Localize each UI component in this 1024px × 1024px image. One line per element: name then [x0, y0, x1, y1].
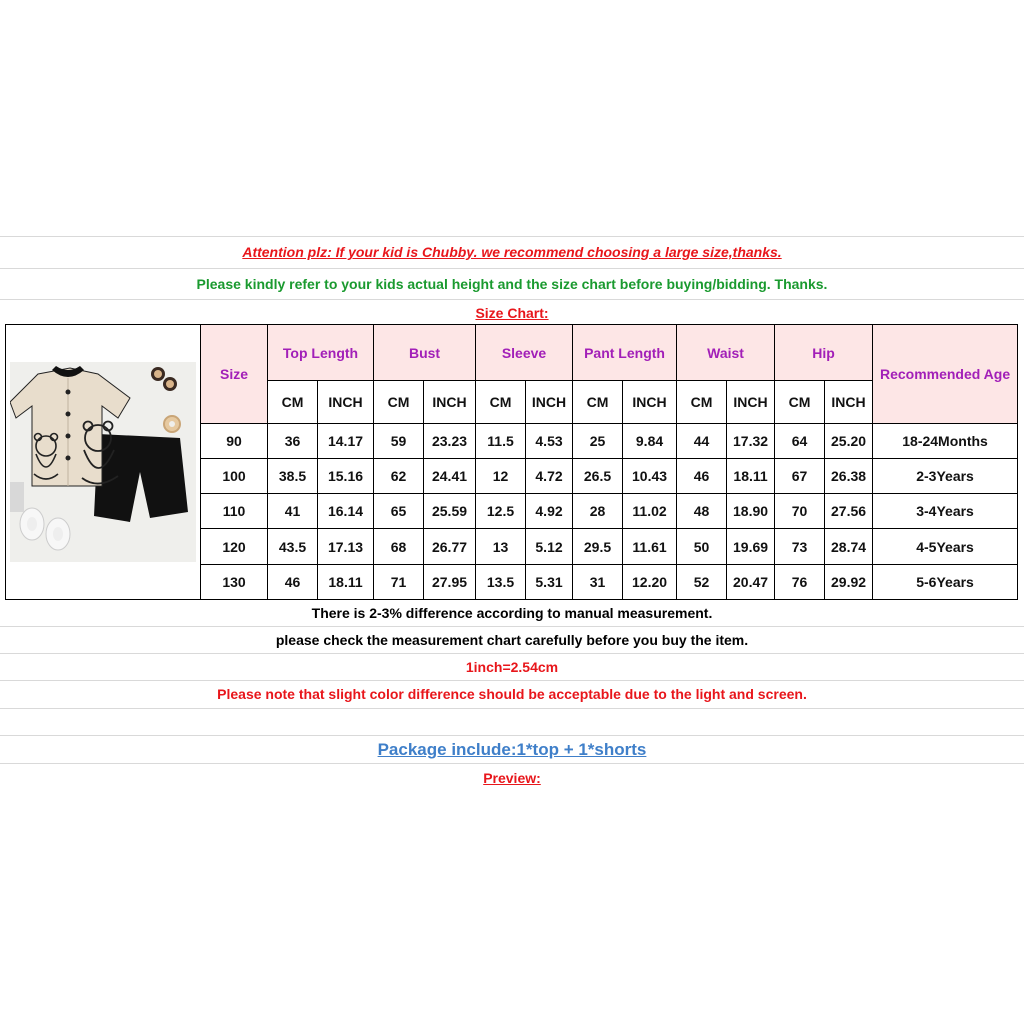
- product-illustration: [10, 362, 196, 562]
- package-include-note: Package include:1*top + 1*shorts: [377, 740, 647, 759]
- table-cell: 9.84: [623, 423, 677, 458]
- divider: [0, 653, 1024, 654]
- table-cell: 67: [775, 458, 825, 493]
- divider: [0, 763, 1024, 764]
- table-cell: 46: [268, 564, 318, 599]
- inch-conversion-note: 1inch=2.54cm: [465, 659, 559, 675]
- table-cell: 44: [677, 423, 727, 458]
- table-cell: 28.74: [825, 529, 873, 564]
- table-cell: 18.11: [727, 458, 775, 493]
- divider: [0, 236, 1024, 237]
- table-cell: 36: [268, 423, 318, 458]
- table-cell: 59: [374, 423, 424, 458]
- table-cell: 27.95: [424, 564, 476, 599]
- table-cell: 41: [268, 494, 318, 529]
- table-cell: 16.14: [318, 494, 374, 529]
- table-cell: 17.32: [727, 423, 775, 458]
- unit-inch: INCH: [526, 381, 573, 423]
- table-cell: 4.53: [526, 423, 573, 458]
- table-cell: 13: [476, 529, 526, 564]
- refer-notice: Please kindly refer to your kids actual height and the size chart before buying/bidding. Thanks.: [196, 276, 828, 292]
- size-cell: 110: [201, 494, 268, 529]
- table-cell: 5.31: [526, 564, 573, 599]
- unit-inch: INCH: [424, 381, 476, 423]
- table-cell: 11.61: [623, 529, 677, 564]
- table-cell: 76: [775, 564, 825, 599]
- table-cell: 43.5: [268, 529, 318, 564]
- table-cell: 27.56: [825, 494, 873, 529]
- table-cell: 11.02: [623, 494, 677, 529]
- table-cell: 18.90: [727, 494, 775, 529]
- table-cell: 28: [573, 494, 623, 529]
- size-cell: 90: [201, 423, 268, 458]
- table-cell: 62: [374, 458, 424, 493]
- pant-length-header: Pant Length: [573, 325, 677, 381]
- table-cell: 14.17: [318, 423, 374, 458]
- recommended-age-header: Recommended Age: [873, 325, 1018, 424]
- table-cell: 17.13: [318, 529, 374, 564]
- unit-inch: INCH: [825, 381, 873, 423]
- teether-icon: [164, 416, 180, 432]
- age-cell: 18-24Months: [873, 423, 1018, 458]
- table-cell: 19.69: [727, 529, 775, 564]
- table-cell: 12.20: [623, 564, 677, 599]
- hip-header: Hip: [775, 325, 873, 381]
- table-cell: 73: [775, 529, 825, 564]
- table-cell: 29.92: [825, 564, 873, 599]
- bust-header: Bust: [374, 325, 476, 381]
- age-cell: 4-5Years: [873, 529, 1018, 564]
- sleeve-header: Sleeve: [476, 325, 573, 381]
- table-cell: 68: [374, 529, 424, 564]
- table-cell: 5.12: [526, 529, 573, 564]
- color-difference-note: Please note that slight color difference should be acceptable due to the light and screen.: [217, 686, 807, 702]
- divider: [0, 268, 1024, 269]
- product-photo: [10, 362, 196, 562]
- unit-inch: INCH: [727, 381, 775, 423]
- table-cell: 48: [677, 494, 727, 529]
- table-cell: 29.5: [573, 529, 623, 564]
- unit-inch: INCH: [623, 381, 677, 423]
- size-cell: 100: [201, 458, 268, 493]
- table-cell: 12: [476, 458, 526, 493]
- unit-cm: CM: [476, 381, 526, 423]
- size-header: Size: [201, 325, 268, 424]
- table-cell: 71: [374, 564, 424, 599]
- product-photo-cell: [6, 325, 201, 600]
- unit-inch: INCH: [318, 381, 374, 423]
- table-cell: 26.77: [424, 529, 476, 564]
- top-length-header: Top Length: [268, 325, 374, 381]
- table-cell: 31: [573, 564, 623, 599]
- unit-cm: CM: [775, 381, 825, 423]
- table-cell: 25.59: [424, 494, 476, 529]
- unit-cm: CM: [677, 381, 727, 423]
- waist-header: Waist: [677, 325, 775, 381]
- divider: [0, 708, 1024, 709]
- unit-cm: CM: [573, 381, 623, 423]
- attention-notice: Attention plz: If your kid is Chubby. we recommend choosing a large size,thanks.: [242, 244, 782, 260]
- table-cell: 13.5: [476, 564, 526, 599]
- preview-label: Preview:: [483, 770, 541, 786]
- table-cell: 18.11: [318, 564, 374, 599]
- age-cell: 2-3Years: [873, 458, 1018, 493]
- table-cell: 46: [677, 458, 727, 493]
- table-cell: 11.5: [476, 423, 526, 458]
- table-cell: 4.72: [526, 458, 573, 493]
- table-cell: 26.5: [573, 458, 623, 493]
- unit-cm: CM: [374, 381, 424, 423]
- divider: [0, 626, 1024, 627]
- check-chart-note: please check the measurement chart carefully before you buy the item.: [275, 632, 749, 648]
- divider: [0, 299, 1024, 300]
- age-cell: 3-4Years: [873, 494, 1018, 529]
- table-cell: 20.47: [727, 564, 775, 599]
- divider: [0, 735, 1024, 736]
- table-cell: 65: [374, 494, 424, 529]
- table-cell: 24.41: [424, 458, 476, 493]
- table-cell: 64: [775, 423, 825, 458]
- size-chart-label: Size Chart:: [475, 305, 549, 321]
- table-cell: 10.43: [623, 458, 677, 493]
- table-cell: 70: [775, 494, 825, 529]
- age-cell: 5-6Years: [873, 564, 1018, 599]
- table-cell: 50: [677, 529, 727, 564]
- table-cell: 15.16: [318, 458, 374, 493]
- table-cell: 4.92: [526, 494, 573, 529]
- table-cell: 23.23: [424, 423, 476, 458]
- table-cell: 26.38: [825, 458, 873, 493]
- table-cell: 52: [677, 564, 727, 599]
- size-cell: 130: [201, 564, 268, 599]
- divider: [0, 680, 1024, 681]
- measurement-difference-note: There is 2-3% difference according to manual measurement.: [311, 605, 713, 621]
- size-cell: 120: [201, 529, 268, 564]
- table-cell: 38.5: [268, 458, 318, 493]
- size-chart-table: [5, 324, 1018, 600]
- table-cell: 25: [573, 423, 623, 458]
- table-cell: 12.5: [476, 494, 526, 529]
- table-cell: 25.20: [825, 423, 873, 458]
- unit-cm: CM: [268, 381, 318, 423]
